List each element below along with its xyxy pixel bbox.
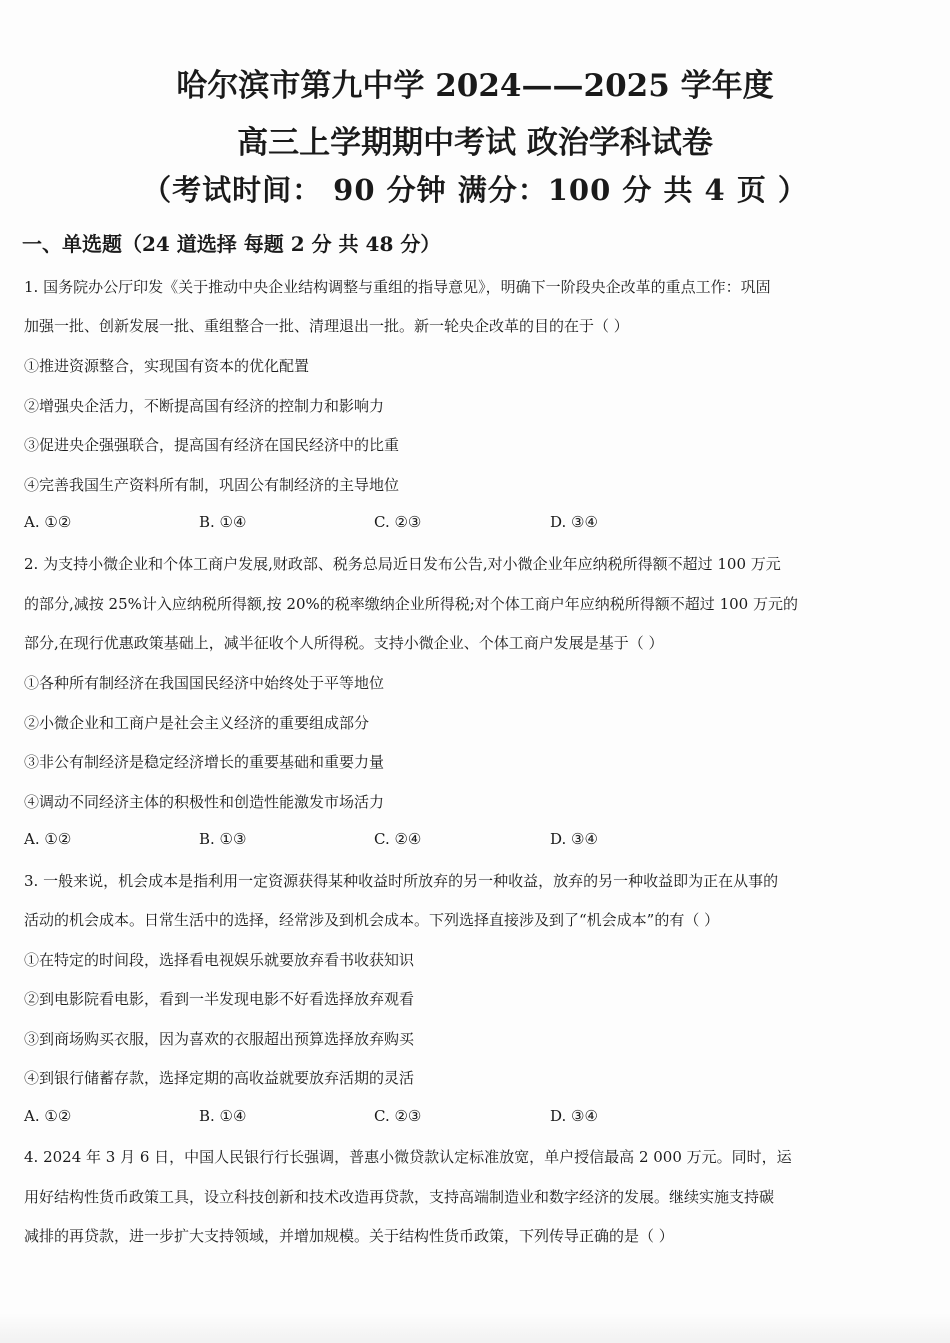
question-3-stem-line-2: 活动的机会成本。日常生活中的选择，经常涉及到机会成本。下列选择直接涉及到了“机会成本”的有（ ） <box>24 911 720 929</box>
option-b[interactable]: B. ①④ <box>199 1107 247 1125</box>
question-4-stem-line-1: 4. 2024 年 3 月 6 日，中国人民银行行长强调，普惠小微贷款认定标准放宽，单户授信最高 2 000 万元。同时，运 <box>24 1148 792 1166</box>
question-4-stem-line-2: 用好结构性货币政策工具，设立科技创新和技术改造再贷款，支持高端制造业和数字经济的发展。继续实施支持碳 <box>24 1188 775 1206</box>
question-3-statement-2: ②到电影院看电影，看到一半发现电影不好看选择放弃观看 <box>24 990 415 1008</box>
option-a[interactable]: A. ①② <box>24 1107 72 1125</box>
question-1-statement-2: ②增强央企活力，不断提高国有经济的控制力和影响力 <box>24 397 385 415</box>
question-4-stem-line-3: 减排的再贷款，进一步扩大支持领域，并增加规模。关于结构性货币政策，下列传导正确的是（ ） <box>24 1227 674 1245</box>
question-1-stem-line-1: 1. 国务院办公厅印发《关于推动中央企业结构调整与重组的指导意见》，明确下一阶段央企改革的重点工作：巩固 <box>24 278 771 296</box>
option-c[interactable]: C. ②④ <box>374 830 422 848</box>
question-2-stem-line-1: 2. 为支持小微企业和个体工商户发展,财政部、税务总局近日发布公告,对小微企业年应纳税所得额不超过 100 万元 <box>24 555 781 573</box>
question-2-statement-4: ④调动不同经济主体的积极性和创造性能激发市场活力 <box>24 793 385 811</box>
option-d[interactable]: D. ③④ <box>550 830 598 848</box>
page-bottom-edge <box>0 1313 950 1343</box>
question-2-statement-1: ①各种所有制经济在我国国民经济中始终处于平等地位 <box>24 674 385 692</box>
exam-info: （考试时间： 90 分钟 满分：100 分 共 4 页 ） <box>142 173 808 207</box>
option-c[interactable]: C. ②③ <box>374 513 422 531</box>
option-d[interactable]: D. ③④ <box>550 1107 598 1125</box>
option-a[interactable]: A. ①② <box>24 830 72 848</box>
question-1-statement-4: ④完善我国生产资料所有制，巩固公有制经济的主导地位 <box>24 476 400 494</box>
option-b[interactable]: B. ①④ <box>199 513 247 531</box>
question-3-stem-line-1: 3. 一般来说，机会成本是指利用一定资源获得某种收益时所放弃的另一种收益，放弃的另一种收益即为正在从事的 <box>24 872 779 890</box>
question-2-statement-3: ③非公有制经济是稳定经济增长的重要基础和重要力量 <box>24 753 385 771</box>
question-2-stem-line-2: 的部分,减按 25%计入应纳税所得额,按 20%的税率缴纳企业所得税;对个体工商户年应纳税所得额不超过 100 万元的 <box>24 595 798 613</box>
question-2-statement-2: ②小微企业和工商户是社会主义经济的重要组成部分 <box>24 714 370 732</box>
question-1-statement-3: ③促进央企强强联合，提高国有经济在国民经济中的比重 <box>24 436 400 454</box>
question-1-statement-1: ①推进资源整合，实现国有资本的优化配置 <box>24 357 310 375</box>
option-d[interactable]: D. ③④ <box>550 513 598 531</box>
option-a[interactable]: A. ①② <box>24 513 72 531</box>
section-heading: 一、单选题（24 道选择 每题 2 分 共 48 分） <box>22 232 441 256</box>
question-3-statement-1: ①在特定的时间段，选择看电视娱乐就要放弃看书收获知识 <box>24 951 415 969</box>
option-c[interactable]: C. ②③ <box>374 1107 422 1125</box>
question-2-stem-line-3: 部分,在现行优惠政策基础上，减半征收个人所得税。支持小微企业、个体工商户发展是基于（ ） <box>24 634 664 652</box>
question-1-stem-line-2: 加强一批、创新发展一批、重组整合一批、清理退出一批。新一轮央企改革的目的在于（ ） <box>24 317 629 335</box>
exam-title: 高三上学期期中考试 政治学科试卷 <box>237 125 713 161</box>
question-3-statement-3: ③到商场购买衣服，因为喜欢的衣服超出预算选择放弃购买 <box>24 1030 415 1048</box>
school-title: 哈尔滨市第九中学 2024——2025 学年度 <box>176 68 774 104</box>
question-3-statement-4: ④到银行储蓄存款，选择定期的高收益就要放弃活期的灵活 <box>24 1069 415 1087</box>
option-b[interactable]: B. ①③ <box>199 830 247 848</box>
